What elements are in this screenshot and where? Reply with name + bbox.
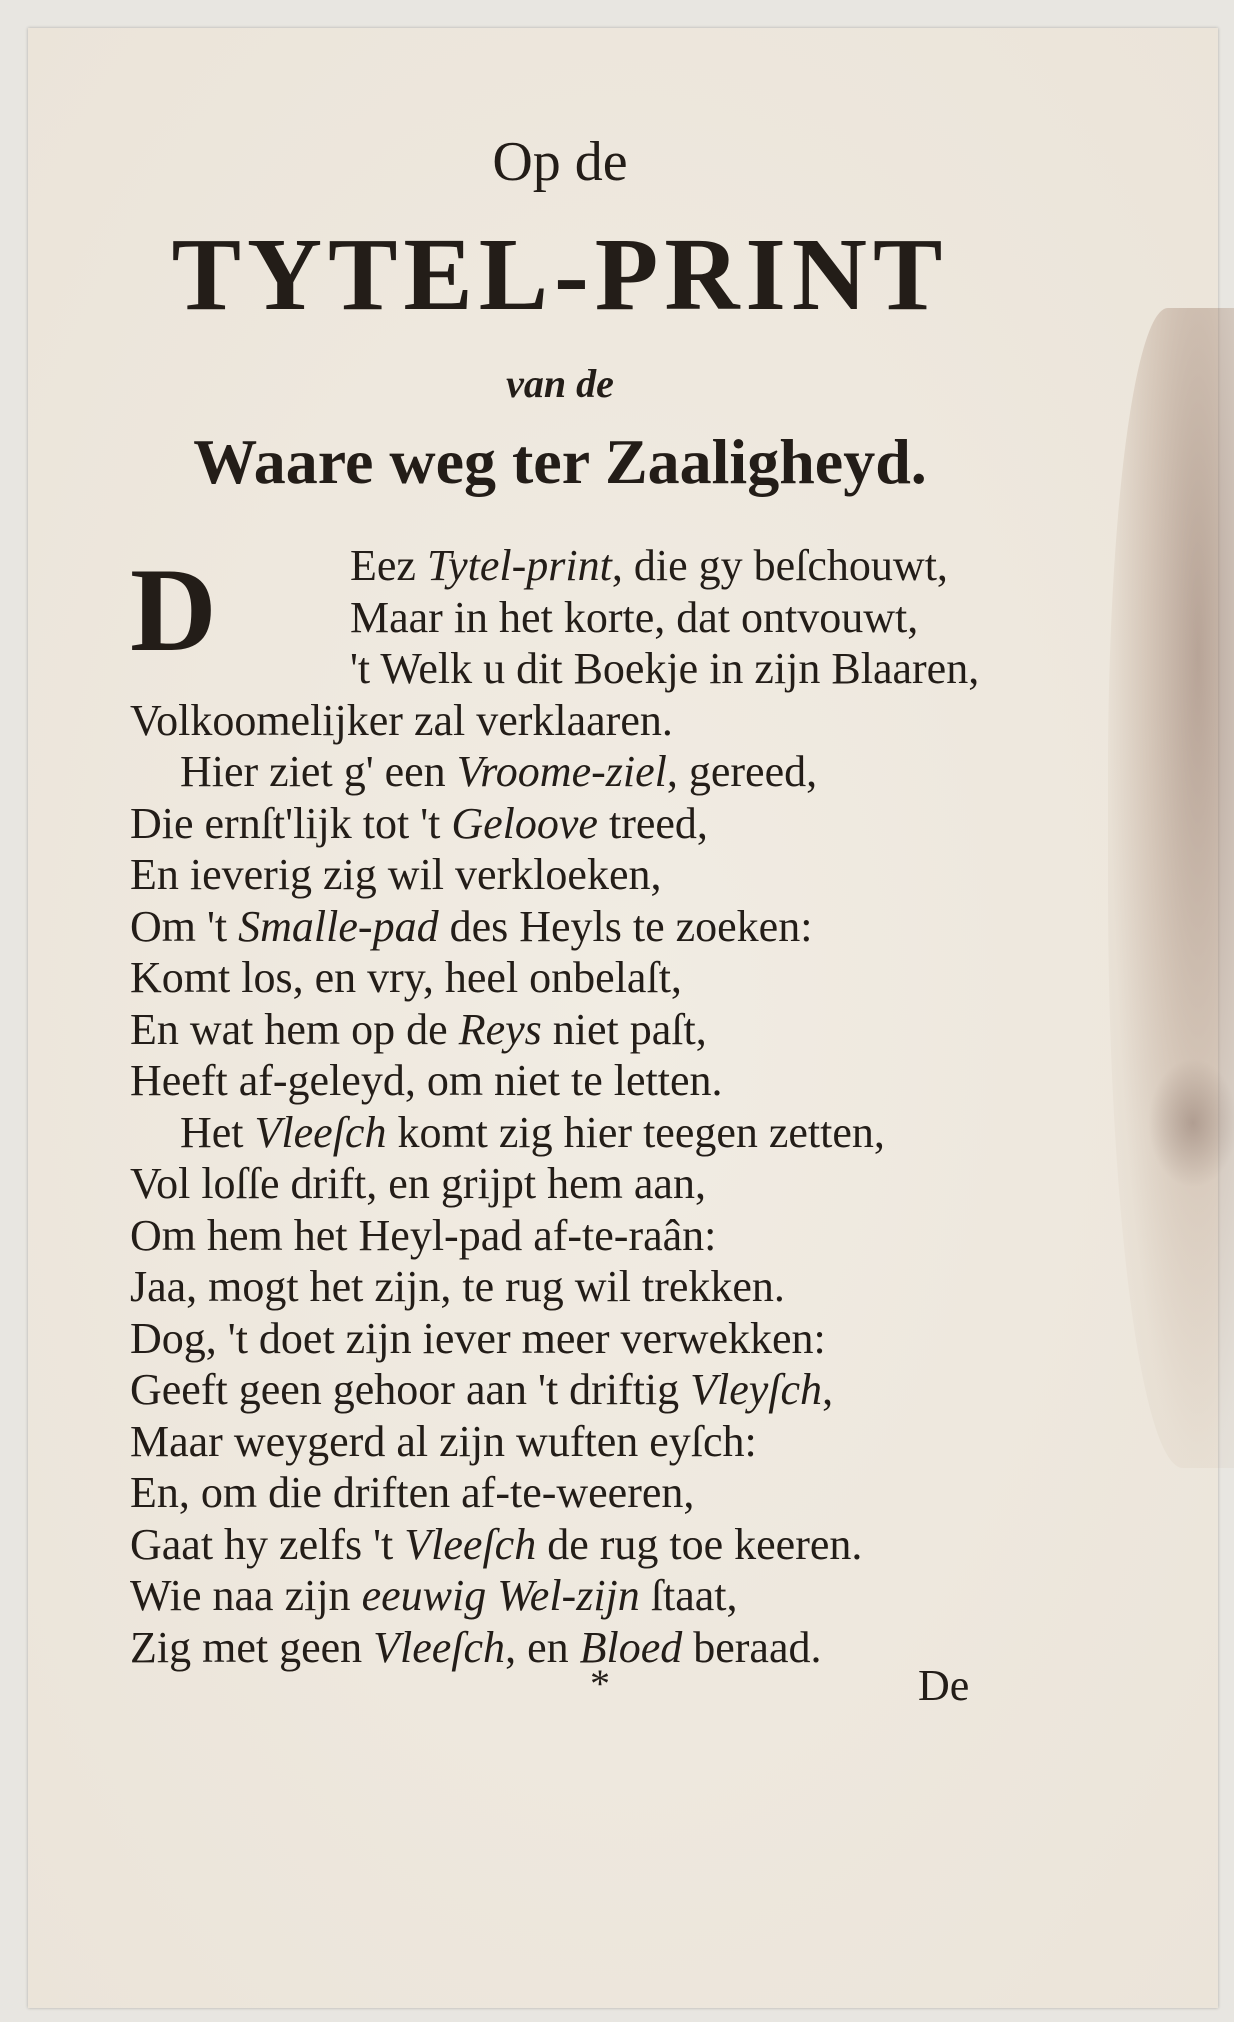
title-line-1: Op de [492, 131, 628, 193]
text-segment: Wie naa zijn [130, 1571, 362, 1620]
poem-text [130, 540, 979, 1673]
text-segment: Om 't [130, 901, 239, 951]
poem-line [130, 1261, 979, 1313]
text-segment: Die ernſt'lijk tot 't [130, 798, 452, 848]
title-subtitle: Waare weg ter Zaaligheyd. [193, 426, 927, 497]
poem-line [130, 1055, 979, 1107]
poem-line [130, 798, 979, 850]
text-segment: , gereed, [666, 747, 818, 796]
poem-line [130, 746, 979, 798]
text-segment: Maar in het korte, dat ontvouwt, [350, 592, 919, 642]
poem-line [130, 540, 979, 592]
text-segment: , en [505, 1622, 580, 1672]
poem-line [130, 1313, 979, 1365]
italic-phrase: Vleeſch [373, 1622, 506, 1672]
text-segment: Maar weygerd al zijn wuften eyſch: [130, 1416, 757, 1466]
text-segment: , die gy beſchouwt, [611, 541, 948, 590]
text-segment: Zig met geen [130, 1622, 374, 1672]
poem-line [130, 952, 979, 1004]
catchword: De [918, 1661, 970, 1710]
italic-phrase: eeuwig Wel-zijn [361, 1571, 640, 1620]
signature-mark: * [590, 1661, 610, 1706]
title-main: TYTEL-PRINT [171, 217, 949, 332]
text-segment: En wat hem op de [130, 1004, 459, 1054]
italic-phrase: Vleeſch [254, 1107, 387, 1157]
text-segment: En ieverig zig wil verkloeken, [130, 850, 662, 899]
text-segment: de rug toe keeren. [536, 1519, 863, 1569]
text-segment: Gaat hy zelfs 't [130, 1519, 405, 1569]
italic-phrase: Reys [458, 1004, 542, 1054]
text-segment: En, om die driften af-te-weeren, [130, 1468, 695, 1517]
text-segment: treed, [597, 798, 708, 848]
text-segment: komt zig hier teegen zetten, [386, 1107, 885, 1157]
poem-line [130, 849, 979, 901]
water-stain [1148, 1058, 1234, 1188]
text-segment: Om hem het Heyl-pad af-te-raân: [130, 1210, 717, 1260]
poem-line [130, 1467, 979, 1519]
poem-line [130, 1158, 979, 1210]
text-segment: Volkoomelijker zal verklaaren. [130, 695, 673, 745]
text-segment: niet paſt, [541, 1004, 707, 1054]
italic-phrase: Geloove [451, 798, 598, 848]
italic-phrase: Tytel-print [426, 541, 612, 590]
text-segment: Heeft af-geleyd, om niet te letten. [130, 1056, 723, 1105]
italic-phrase: Vleyſch [690, 1365, 823, 1414]
italic-phrase: Smalle-pad [238, 901, 439, 951]
poem-line [130, 1004, 979, 1056]
text-segment: Komt los, en vry, heel onbelaſt, [130, 953, 682, 1002]
italic-phrase: Vleeſch [404, 1519, 537, 1569]
poem-line [130, 1519, 979, 1571]
poem-line [130, 643, 979, 695]
title-line-3: van de [506, 361, 614, 406]
text-segment: Geeft geen gehoor aan 't driftig [130, 1365, 691, 1414]
poem-line [130, 592, 979, 644]
drop-cap: D [130, 543, 217, 676]
poem-line [130, 1107, 979, 1159]
text-segment: 't Welk u dit Boekje in zijn Blaaren, [350, 644, 980, 693]
text-segment: ſtaat, [639, 1571, 738, 1620]
poem-line [130, 1416, 979, 1468]
water-stain [1108, 308, 1234, 1468]
poem-line [130, 1210, 979, 1262]
text-segment: Dog, 't doet zijn iever meer verwekken: [130, 1313, 826, 1363]
italic-phrase: Bloed [579, 1622, 683, 1672]
poem-line [130, 1570, 979, 1622]
poem-line [130, 1364, 979, 1416]
text-segment: des Heyls te zoeken: [438, 901, 813, 951]
poem-line [130, 695, 979, 747]
text-segment: Vol loſſe drift, en grijpt hem aan, [130, 1159, 706, 1208]
text-segment: Hier ziet g' een [180, 747, 457, 796]
text-segment: Eez [350, 541, 427, 590]
text-segment: beraad. [682, 1622, 822, 1672]
italic-phrase: Vroome-ziel [456, 747, 667, 796]
text-segment: Het [180, 1107, 255, 1157]
text-segment: , [822, 1365, 834, 1414]
poem-line [130, 1622, 979, 1674]
poem-line [130, 901, 979, 953]
text-segment: Jaa, mogt het zijn, te rug wil trekken. [130, 1262, 785, 1311]
